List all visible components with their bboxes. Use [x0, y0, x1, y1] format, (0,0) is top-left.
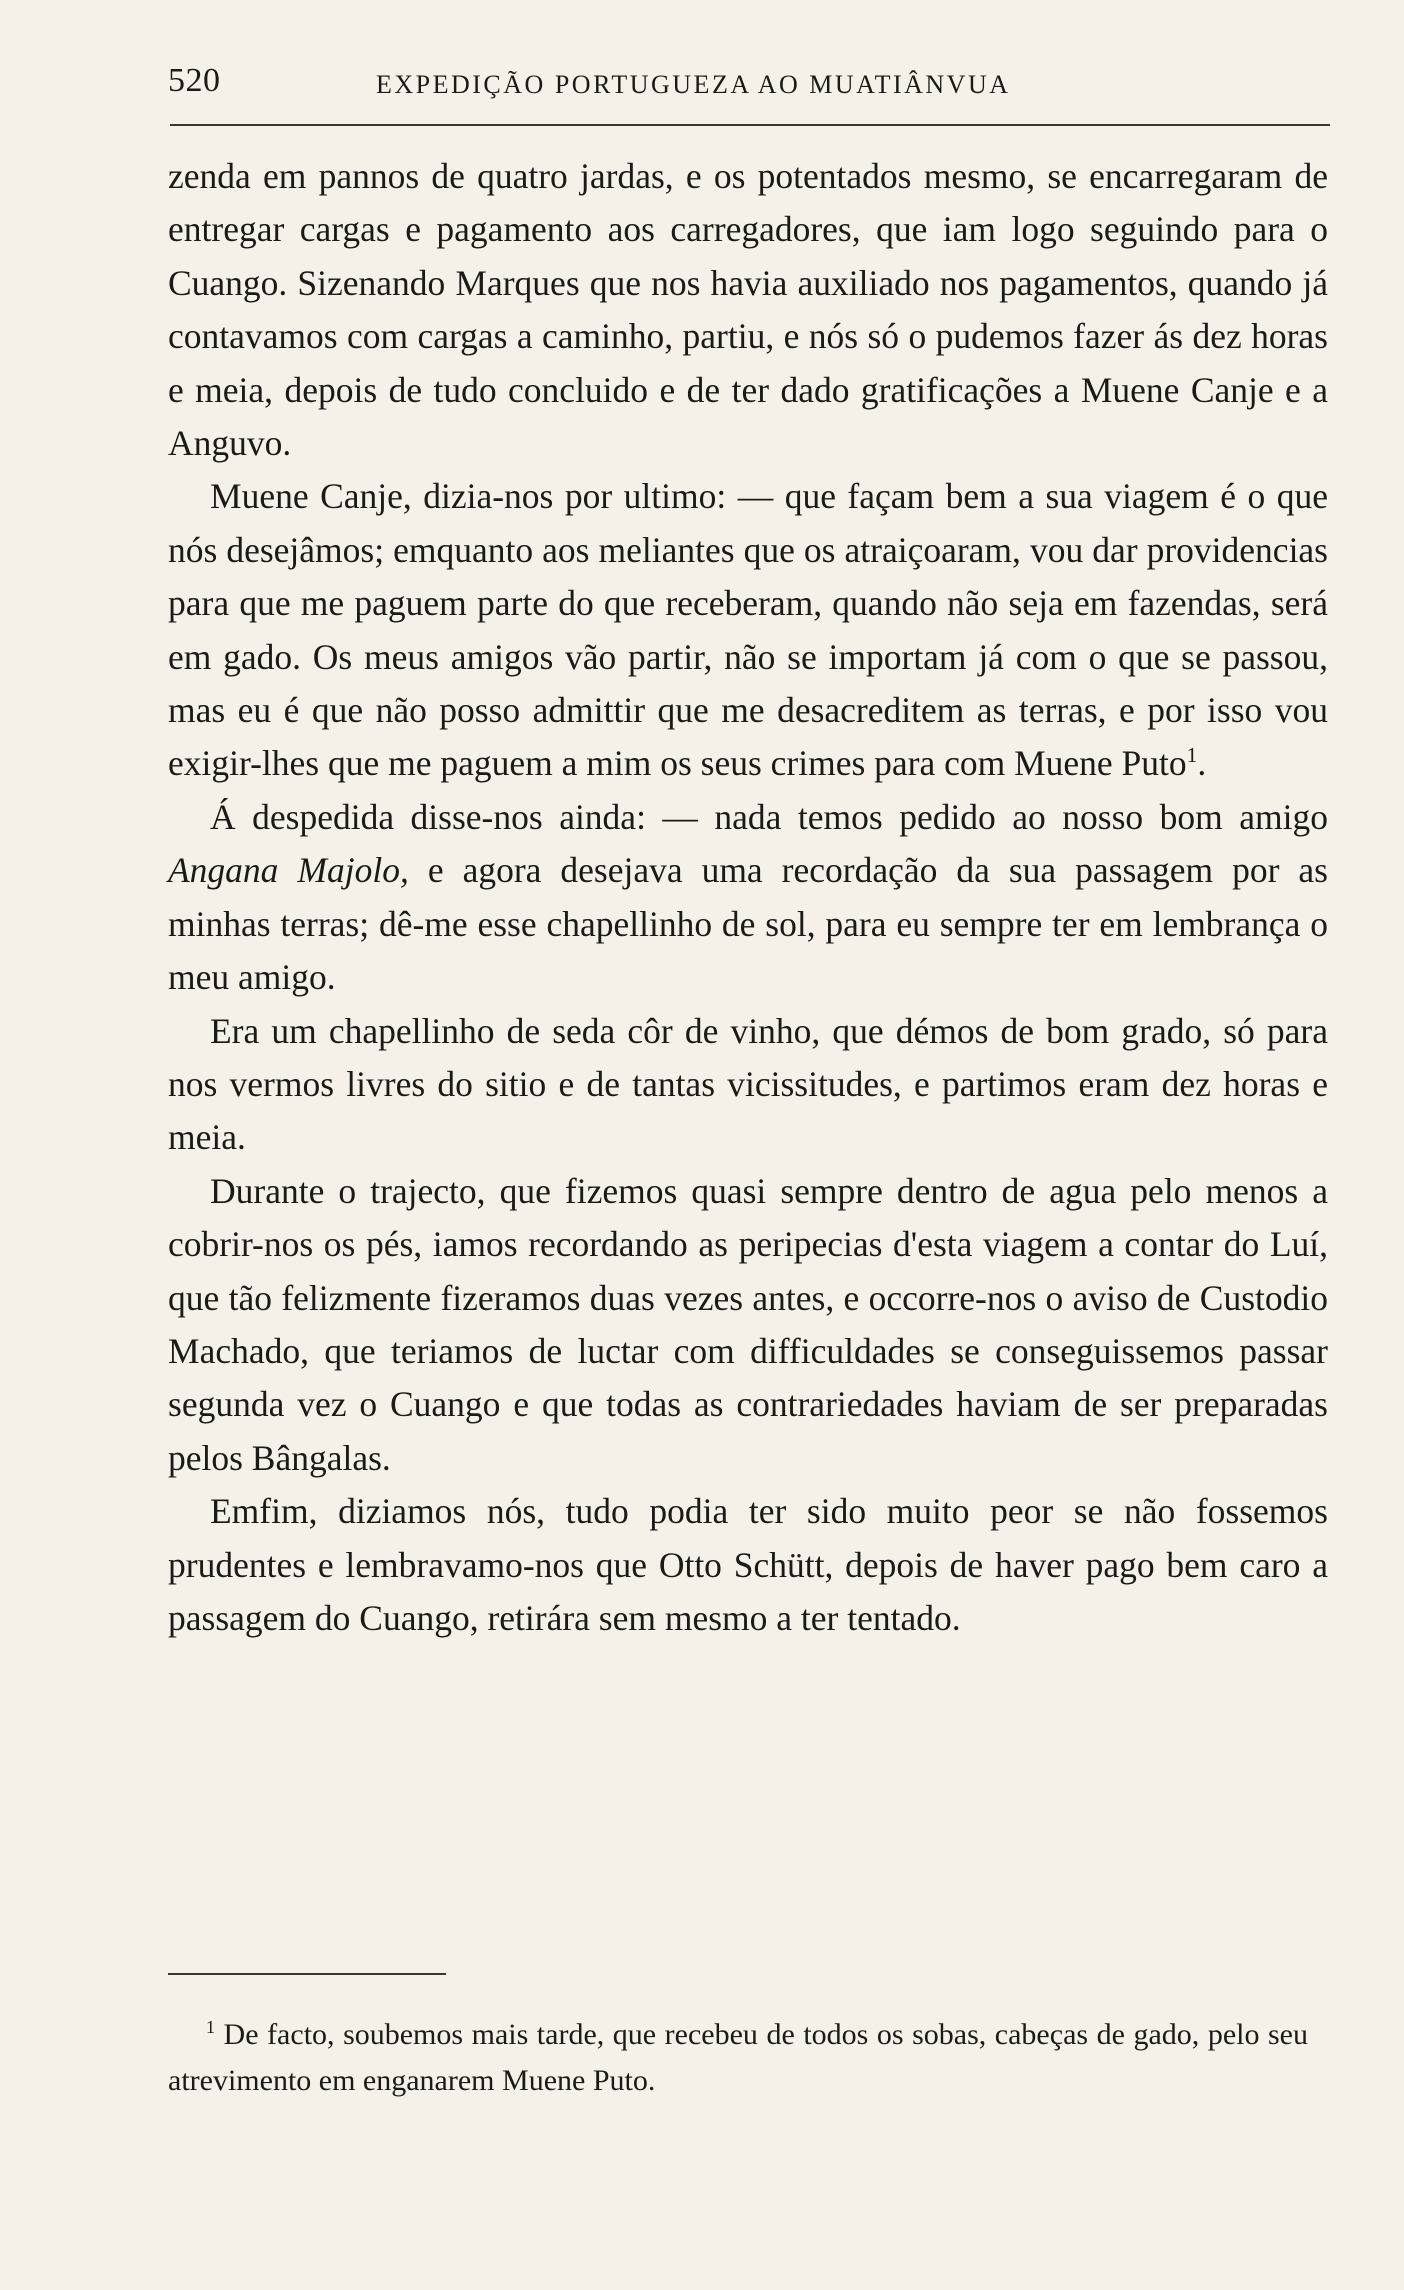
- footnote-rule: [168, 1973, 446, 1975]
- footnote-1: [168, 2012, 1308, 2104]
- paragraph-5: Durante o trajecto, que fizemos quasi sempre dentro de agua pelo menos a cobrir-nos os pés, iamos recordando as peripecias d'esta viagem a contar do Luí, que tão felizmente fizeramos duas vezes antes, e occorre-nos o aviso de Custodio Machado, que teriamos de luctar com difficuldades se conseguissemos passar segunda vez o Cuango e que todas as contrariedades haviam de ser preparadas pelos Bângalas.: [168, 1170, 1328, 1478]
- paragraph-4: Era um chapellinho de seda côr de vinho, que démos de bom grado, só para nos vermos livres do sitio e de tantas vicissitudes, e partimos eram dez horas e meia.: [168, 1010, 1328, 1158]
- footnote-text: De facto, soubemos mais tarde, que recebeu de todos os sobas, cabeças de gado, pelo seu atrevimento em enganarem Muene Puto.: [168, 2018, 1308, 2097]
- footnote-marker: 1: [206, 2017, 215, 2037]
- paragraph-6: Emfim, diziamos nós, tudo podia ter sido muito peor se não fossemos prudentes e lembravamo-nos que Otto Schütt, depois de haver pago bem caro a passagem do Cuango, retirára sem mesmo a ter tentado.: [168, 1491, 1328, 1638]
- running-title: EXPEDIÇÃO PORTUGUEZA AO MUATIÂNVUA: [376, 70, 1011, 99]
- page-number: 520: [168, 62, 221, 99]
- paragraph-1: zenda em pannos de quatro jardas, e os potentados mesmo, se encarregaram de entregar cargas e pagamento aos carregadores, que iam logo seguindo para o Cuango. Sizenando Marques que nos havia auxiliado nos pagamentos, quando já contavamos com cargas a caminho, partiu, e nós só o pudemos fazer ás dez horas e meia, depois de tudo concluido e de ter dado gratificações a Muene Canje e a Anguvo.: [168, 156, 1328, 464]
- paragraph-3-text-a: Á despedida disse-nos ainda: — nada temos pedido ao nosso bom amigo: [210, 796, 1328, 837]
- paragraph-3: [168, 791, 1328, 1005]
- person-name-italic: Angana Majolo,: [168, 850, 409, 891]
- paragraph-2-text: Muene Canje, dizia-nos por ultimo: — que façam bem a sua viagem é o que nós desejâmos; emquanto aos meliantes que os atraiçoaram, vou dar providencias para que me paguem parte do que receberam, quando não seja em fazendas, será em gado. Os meus amigos vão partir, não se importam já com o que se passou, mas eu é que não posso admittir que me desacreditem as terras, e por isso vou exigir-lhes que me paguem a mim os seus crimes para com Muene Puto: [168, 476, 1328, 784]
- header-rule: [170, 124, 1330, 126]
- body-text: [168, 150, 1328, 1645]
- paragraph-2: [168, 470, 1328, 790]
- paragraph-2-end: .: [1197, 743, 1207, 784]
- page-header: [168, 58, 1328, 108]
- footnotes: [168, 2012, 1308, 2104]
- footnote-reference: 1: [1186, 743, 1198, 768]
- paragraph-3-text-b: e agora desejava uma recordação da sua passagem por as minhas terras; dê-me esse chapellinho de sol, para eu sempre ter em lembrança o meu amigo.: [168, 850, 1329, 998]
